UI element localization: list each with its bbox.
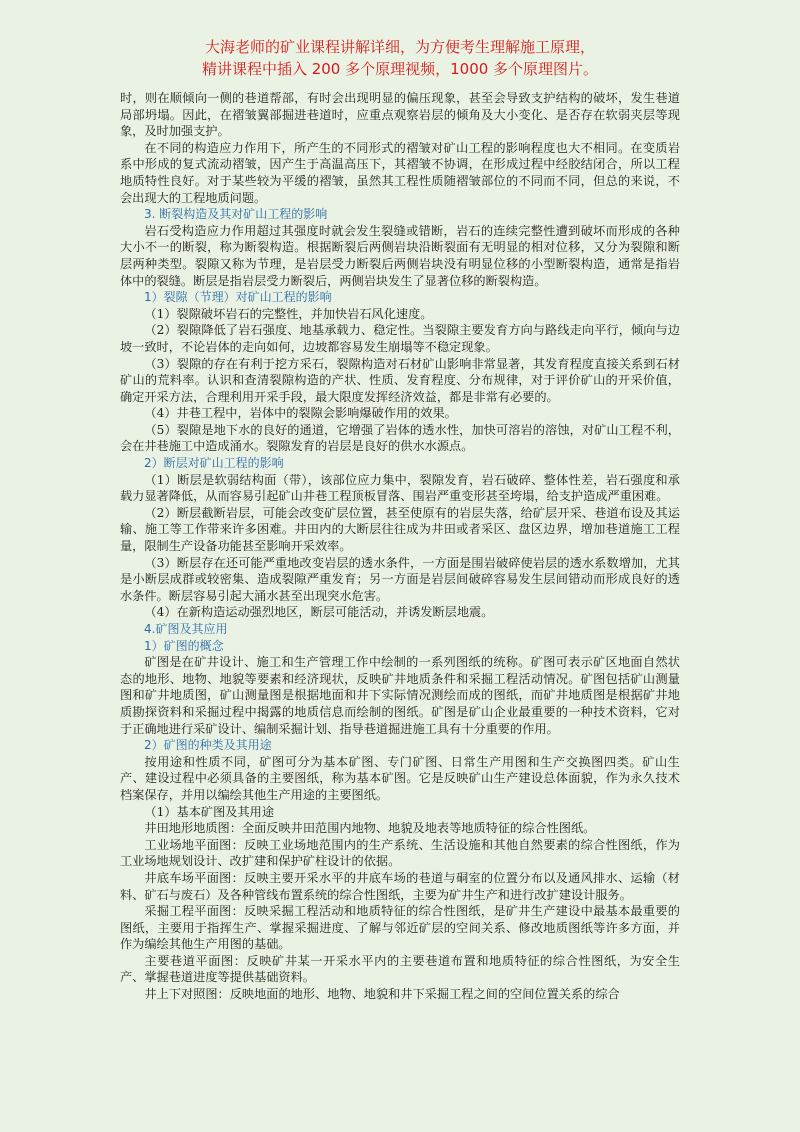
body-paragraph: （2）断层截断岩层，可能会改变矿层位置，甚至使原有的岩层失落，给矿层开采、巷道布设及其运输、施工等工作带来许多困难。井田内的大断层往往成为井田或者采区、盘区边界，增加巷道施工工程量，限制生产设备功能甚至影响开采效率。: [120, 505, 680, 554]
body-paragraph: 主要巷道平面图：反映矿井某一开采水平内的主要巷道布置和地质特征的综合性图纸，为安全生产、掌握巷道进度等提供基础资料。: [120, 953, 680, 985]
body-paragraph: （3）裂隙的存在有利于挖方采石，裂隙构造对石材矿山影响非常显著，其发育程度直接关系到石材矿山的荒料率。认识和查清裂隙构造的产状、性质、发育程度、分布规律，对于评价矿山的开采价值，确定开采方法，合理利用开采手段，最大限度发挥经济效益，都是非常有必要的。: [120, 356, 680, 404]
body-paragraph: （1）裂隙破坏岩石的完整性，并加快岩石风化速度。: [144, 306, 433, 321]
body-paragraph: （3）断层存在还可能严重地改变岩层的透水条件，一方面是围岩破碎使岩层的透水系数增加，尤其是小断层成群或较密集、造成裂隙严重发育；另一方面是岩层间破碎容易发生层间错动而形成良好的透水条件。断层容易引起大涌水甚至出现突水危害。: [120, 555, 680, 603]
section-heading: 2）矿图的种类及其用途: [144, 738, 272, 753]
body-paragraph: （2）裂隙降低了岩石强度、地基承载力、稳定性。当裂隙主要发育方向与路线走向平行，倾向与边坡一致时，不论岩体的走向如何，边坡都容易发生崩塌等不稳定现象。: [120, 323, 680, 354]
section-heading: 1）矿图的概念: [144, 638, 224, 653]
section-heading: 4.矿图及其应用: [144, 622, 228, 636]
body-paragraph: 井底车场平面图：反映主要开采水平的井底车场的巷道与硐室的位置分布以及通风排水、运输（材料、矿石与废石）及各种管线布置系统的综合性图纸，主要为矿井生产和进行改扩建设计服务。: [120, 870, 680, 902]
promo-banner: [120, 36, 680, 80]
body-paragraph: 采掘工程平面图：反映采掘工程活动和地质特征的综合性图纸，是矿井生产建设中最基本最重要的图纸，主要用于指挥生产、掌握采掘进度、了解与邻近矿层的空间关系、修改地质图纸等许多方面，并作为编绘其他生产用图的基础。: [120, 904, 680, 952]
body-paragraph: （1）基本矿图及其用途: [144, 804, 275, 819]
body-paragraph: 井上下对照图：反映地面的地形、地物、地貌和井下采掘工程之间的空间位置关系的综合: [144, 987, 620, 1002]
section-heading: 1）裂隙（节理）对矿山工程的影响: [144, 290, 332, 305]
body-paragraph: （4）井巷工程中，岩体中的裂隙会影响爆破作用的效果。: [144, 406, 457, 421]
banner-line-2: 精讲课程中插入 200 多个原理视频，1000 多个原理图片。: [201, 60, 599, 78]
section-heading: 3. 断裂构造及其对矿山工程的影响: [144, 207, 328, 222]
body-paragraph: （4）在新构造运动强烈地区，断层可能活动，并诱发断层地震。: [144, 605, 494, 620]
document-body: [120, 90, 680, 1003]
body-paragraph: 矿图是在矿井设计、施工和生产管理工作中绘制的一系列图纸的统称。矿图可表示矿区地面自然状态的地形、地物、地貌等要素和经济现状，反映矿井地质条件和采掘工程活动情况。矿图包括矿山测量图和矿井地质图，矿山测量图是根据地面和井下实际情况测绘而成的图纸，而矿井地质图是根据矿井地质勘探资料和采掘过程中揭露的地质信息而绘制的图纸。矿图是矿山企业最重要的一种技术资料，它对于正确地进行采矿设计、编制采掘计划、指导巷道掘进施工具有十分重要的作用。: [120, 655, 680, 736]
body-paragraph: 时，则在顺倾向一侧的巷道帮部，有时会出现明显的偏压现象，甚至会导致支护结构的破坏，发生巷道局部坍塌。因此，在褶皱翼部掘进巷道时，应重点观察岩层的倾角及大小变化、是否存在软弱夹层等现象，及时加强支护。: [120, 91, 680, 139]
section-heading: 2）断层对矿山工程的影响: [144, 456, 284, 471]
body-paragraph: 井田地形地质图：全面反映井田范围内地物、地貌及地表等地质特征的综合性图纸。: [144, 821, 596, 836]
body-paragraph: （1）断层是软弱结构面（带），该部位应力集中，裂隙发育，岩石破碎、整体性差，岩石强度和承载力显著降低，从而容易引起矿山井巷工程顶板冒落、围岩严重变形甚至垮塌，给支护造成严重困难。: [120, 472, 680, 504]
body-paragraph: 工业场地平面图：反映工业场地范围内的生产系统、生活设施和其他自然要素的综合性图纸，作为工业场地规划设计、改扩建和保护矿柱设计的依据。: [120, 837, 680, 869]
banner-line-1: 大海老师的矿业课程讲解详细，为方便考生理解施工原理，: [204, 38, 595, 56]
body-paragraph: 岩石受构造应力作用超过其强度时就会发生裂缝或错断，岩石的连续完整性遭到破坏而形成的各种大小不一的断裂，称为断裂构造。根据断裂后两侧岩块沿断裂面有无明显的相对位移，又分为裂隙和断层两种类型。裂隙又称为节理，是岩层受力断裂后两侧岩块没有明显位移的小型断裂构造，通常是指岩体中的裂缝。断层是指岩层受力断裂后，两侧岩块发生了显著位移的断裂构造。: [120, 223, 680, 288]
body-paragraph: 按用途和性质不同，矿图可分为基本矿图、专门矿图、日常生产用图和生产交换图四类。矿山生产、建设过程中必须具备的主要图纸，称为基本矿图。它是反映矿山生产建设总体面貌，作为永久技术档案保存，并用以编绘其他生产用途的主要图纸。: [120, 754, 680, 802]
body-paragraph: 在不同的构造应力作用下，所产生的不同形式的褶皱对矿山工程的影响程度也大不相同。在变质岩系中形成的复式流动褶皱，因产生于高温高压下，其褶皱不协调，在形成过程中经胶结闭合，所以工程地质特性良好。对于某些较为平缓的褶皱，虽然其工程性质随褶皱部位的不同而不同，但总的来说，不会出现大的工程地质问题。: [120, 140, 680, 205]
body-paragraph: （5）裂隙是地下水的良好的通道，它增强了岩体的透水性，加快可溶岩的溶蚀，对矿山工程不利，会在井巷施工中造成涌水。裂隙发育的岩层是良好的供水水源点。: [120, 422, 680, 454]
